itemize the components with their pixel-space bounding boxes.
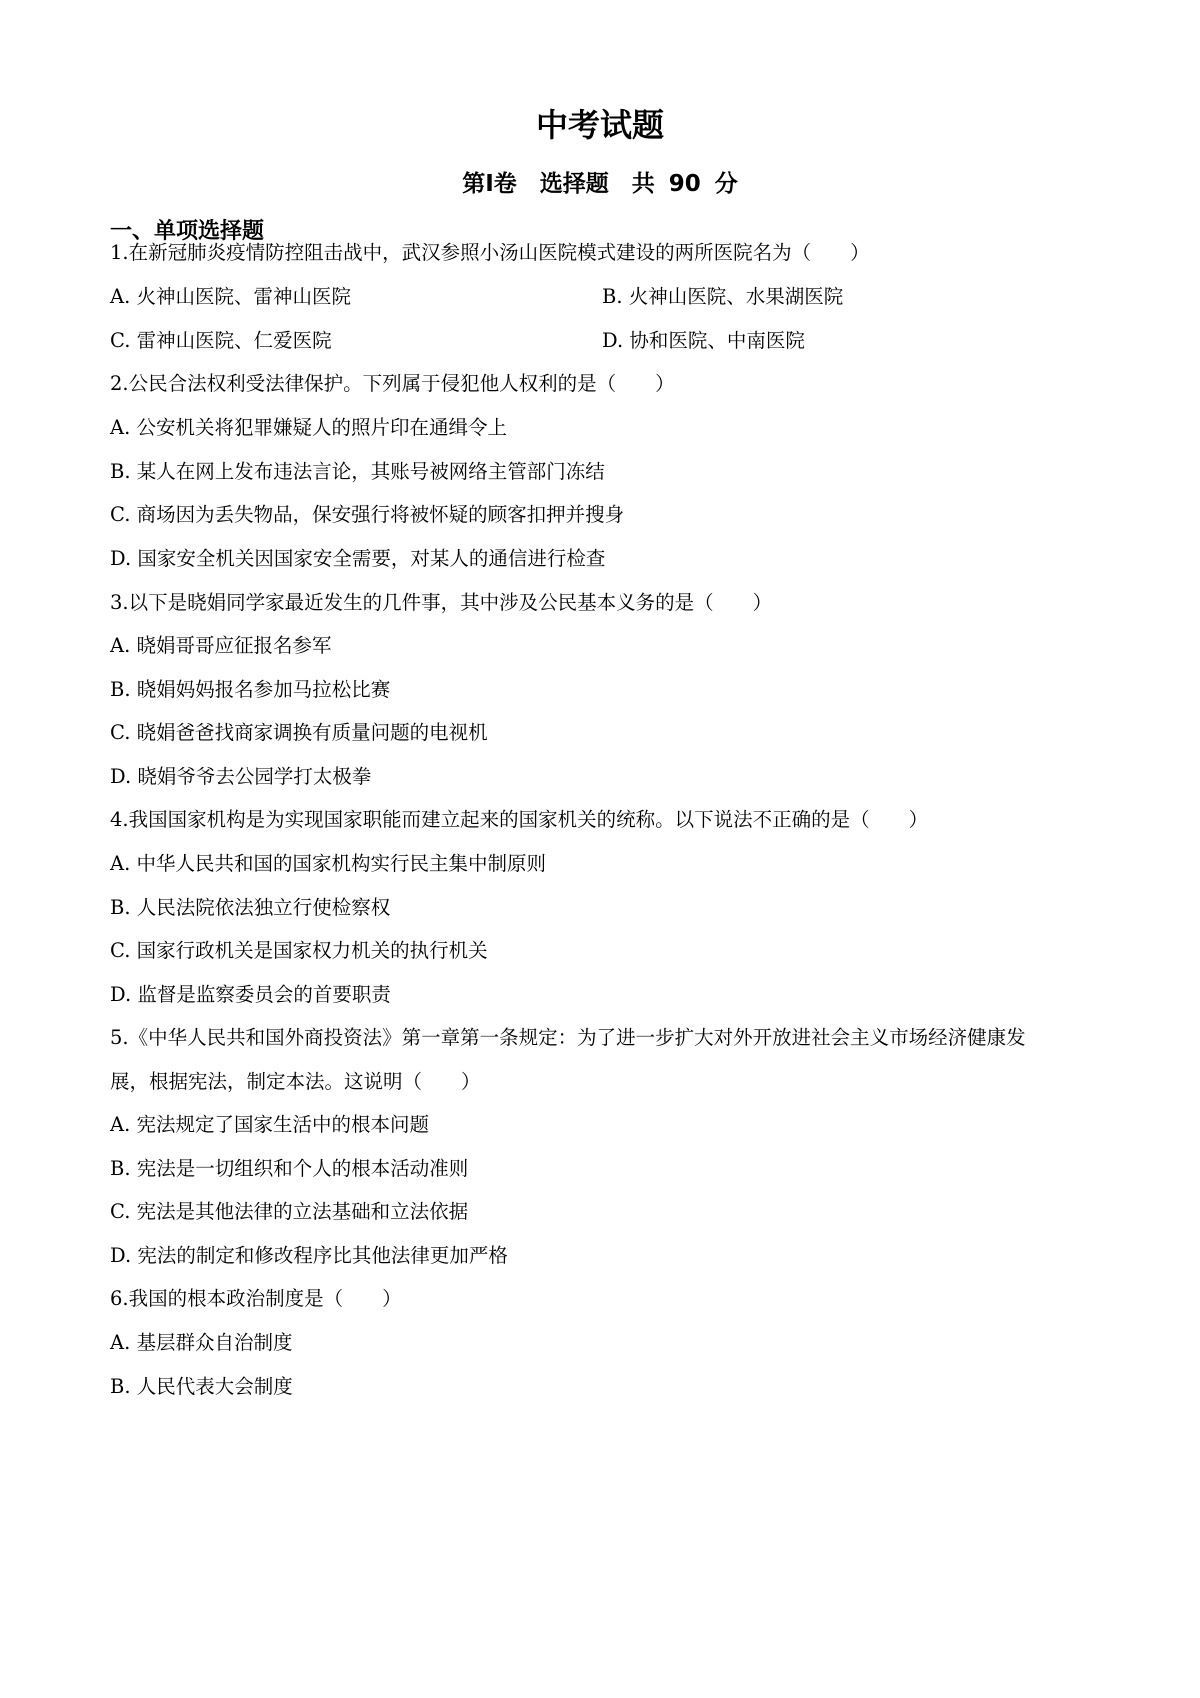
question-stem: 1.在新冠肺炎疫情防控阻击战中，武汉参照小汤山医院模式建设的两所医院名为（ ） — [110, 241, 870, 264]
option-b: B. 某人在网上发布违法言论，其账号被网络主管部门冻结 — [110, 460, 605, 483]
option-b: B. 人民代表大会制度 — [110, 1375, 293, 1398]
option-c: C. 晓娟爸爸找商家调换有质量问题的电视机 — [110, 721, 488, 744]
option-b: B. 宪法是一切组织和个人的根本活动准则 — [110, 1157, 469, 1180]
option-a: A. 公安机关将犯罪嫌疑人的照片印在通缉令上 — [110, 416, 507, 439]
option-b: B. 晓娟妈妈报名参加马拉松比赛 — [110, 678, 391, 701]
question-stem: 5.《中华人民共和国外商投资法》第一章第一条规定：为了进一步扩大对外开放进社会主义市场经济健康发 — [110, 1026, 1026, 1049]
option-c: C. 商场因为丢失物品，保安强行将被怀疑的顾客扣押并搜身 — [110, 503, 625, 526]
option-a: A. 火神山医院、雷神山医院 — [110, 285, 351, 308]
question-stem: 4.我国国家机构是为实现国家职能而建立起来的国家机关的统称。以下说法不正确的是（ ） — [110, 808, 929, 831]
option-d: D. 晓娟爷爷去公园学打太极拳 — [110, 765, 372, 788]
page-subtitle: 第Ⅰ卷 选择题 共 90 分 — [462, 171, 738, 197]
option-a: A. 中华人民共和国的国家机构实行民主集中制原则 — [110, 852, 546, 875]
option-b: B. 人民法院依法独立行使检察权 — [110, 896, 391, 919]
page-title: 中考试题 — [535, 106, 664, 144]
option-a: A. 基层群众自治制度 — [110, 1331, 293, 1354]
question-stem-continued: 展，根据宪法，制定本法。这说明（ ） — [110, 1070, 481, 1093]
option-b: B. 火神山医院、水果湖医院 — [602, 285, 844, 308]
option-c: C. 国家行政机关是国家权力机关的执行机关 — [110, 939, 488, 962]
question-stem: 3.以下是晓娟同学家最近发生的几件事，其中涉及公民基本义务的是（ ） — [110, 591, 773, 614]
option-c: C. 雷神山医院、仁爱医院 — [110, 329, 332, 352]
option-a: A. 宪法规定了国家生活中的根本问题 — [110, 1113, 429, 1136]
question-stem: 6.我国的根本政治制度是（ ） — [110, 1287, 402, 1310]
option-d: D. 国家安全机关因国家安全需要，对某人的通信进行检查 — [110, 547, 606, 570]
option-d: D. 宪法的制定和修改程序比其他法律更加严格 — [110, 1244, 508, 1267]
option-a: A. 晓娟哥哥应征报名参军 — [110, 634, 332, 657]
option-d: D. 协和医院、中南医院 — [602, 329, 805, 352]
option-c: C. 宪法是其他法律的立法基础和立法依据 — [110, 1200, 469, 1223]
option-d: D. 监督是监察委员会的首要职责 — [110, 983, 391, 1006]
question-stem: 2.公民合法权利受法律保护。下列属于侵犯他人权利的是（ ） — [110, 372, 675, 395]
section-heading: 一、单项选择题 — [110, 219, 265, 244]
